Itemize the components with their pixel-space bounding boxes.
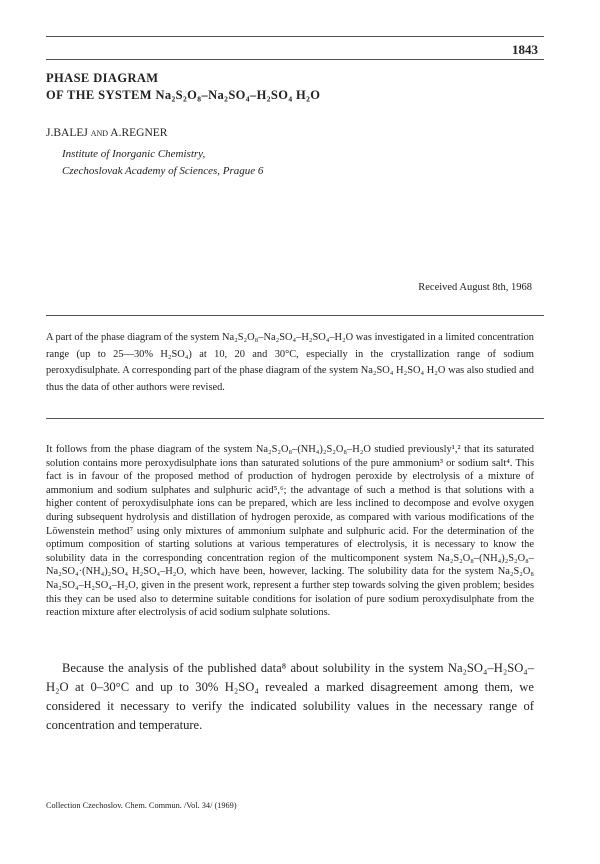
- header-rule-lower: [46, 59, 544, 60]
- journal-footer: Collection Czechoslov. Chem. Commun. /Vol. 34/ (1969): [46, 801, 237, 810]
- title-line-1: PHASE DIAGRAM: [46, 71, 159, 85]
- abstract-rule-top: [46, 315, 544, 316]
- paper-title: [46, 70, 320, 104]
- abstract: A part of the phase diagram of the system Na₂S₂O₈–Na₂SO₄–H₂SO₄–H₂O was investigated in a limited concentration range (up to 25—30% H₂SO₄) at 10, 20 and 30°C, especially in the crystallization range of sodium peroxydisulphate. A corresponding part of the phase diagram of the system Na₂SO₄ H₂SO₄ H₂O was also studied and thus the data of other authors were revised.: [46, 332, 534, 393]
- received-date: Received August 8th, 1968: [418, 282, 532, 293]
- title-line-2: OF THE SYSTEM Na₂S₂O₈–Na₂SO₄–H₂SO₄ H₂O: [46, 88, 321, 102]
- abstract-rule-bottom: [46, 418, 544, 419]
- affiliation: [62, 146, 263, 180]
- affiliation-line-1: Institute of Inorganic Chemistry,: [62, 148, 206, 160]
- page-number: 1843: [512, 42, 538, 57]
- body-paragraph-1: It follows from the phase diagram of the system Na₂S₂O₈–(NH₄)₂S₂O₈–H₂O studied previously¹,² that its saturated solution contains more peroxydisulphate ions than saturated solutions of the pure ammonium³ or sodium salt⁴. This fact is in favour of the proposed method of production of hydrogen peroxide by electrolysis of a mixture of ammonium and sodium sulphates and sulphuric acid⁵,⁶; the advantage of such a method is that solutions with a higher content of peroxydisulphate ions can be prepared, which are less inclined to decompose and evolve oxygen during subsequent hydrolysis and distillation of hydrogen peroxide, as compared with various modifications of the Löwenstein method⁷ using only mixtures of ammonium sulphate and sulphuric acid. For the determination of the optimum composition of starting solutions at various temperatures of electrolysis, it is necessary to know the solubility data in the corresponding concentration region of the multicomponent system Na₂S₂O₈–(NH₄)₂S₂O₈–Na₂SO₄·(NH₄)₂SO₄ H₂SO₄–H₂O, which have been, however, lacking. The solubility data for the system Na₂S₂O₈ Na₂SO₄–H₂SO₄–H₂O, given in the present work, represent a further step towards solving the given problem; besides this they can be used also to determine suitable conditions for isolation of pure sodium peroxydisulphate from the reaction mixture after electrolysis of acid sodium sulphate solutions.: [46, 444, 534, 619]
- body-paragraph-2: Because the analysis of the published data⁸ about solubility in the system Na₂SO₄–H₂SO₄–H₂O at 0–30°C and up to 30% H₂SO₄ revealed a marked disagreement among them, we considered it necessary to verify the indicated solubility values in the necessary range of concentration and temperature.: [46, 661, 534, 732]
- authors: J.BALEJ and A.REGNER: [46, 127, 168, 139]
- affiliation-line-2: Czechoslovak Academy of Sciences, Prague 6: [62, 165, 264, 177]
- header-rule: [46, 36, 544, 37]
